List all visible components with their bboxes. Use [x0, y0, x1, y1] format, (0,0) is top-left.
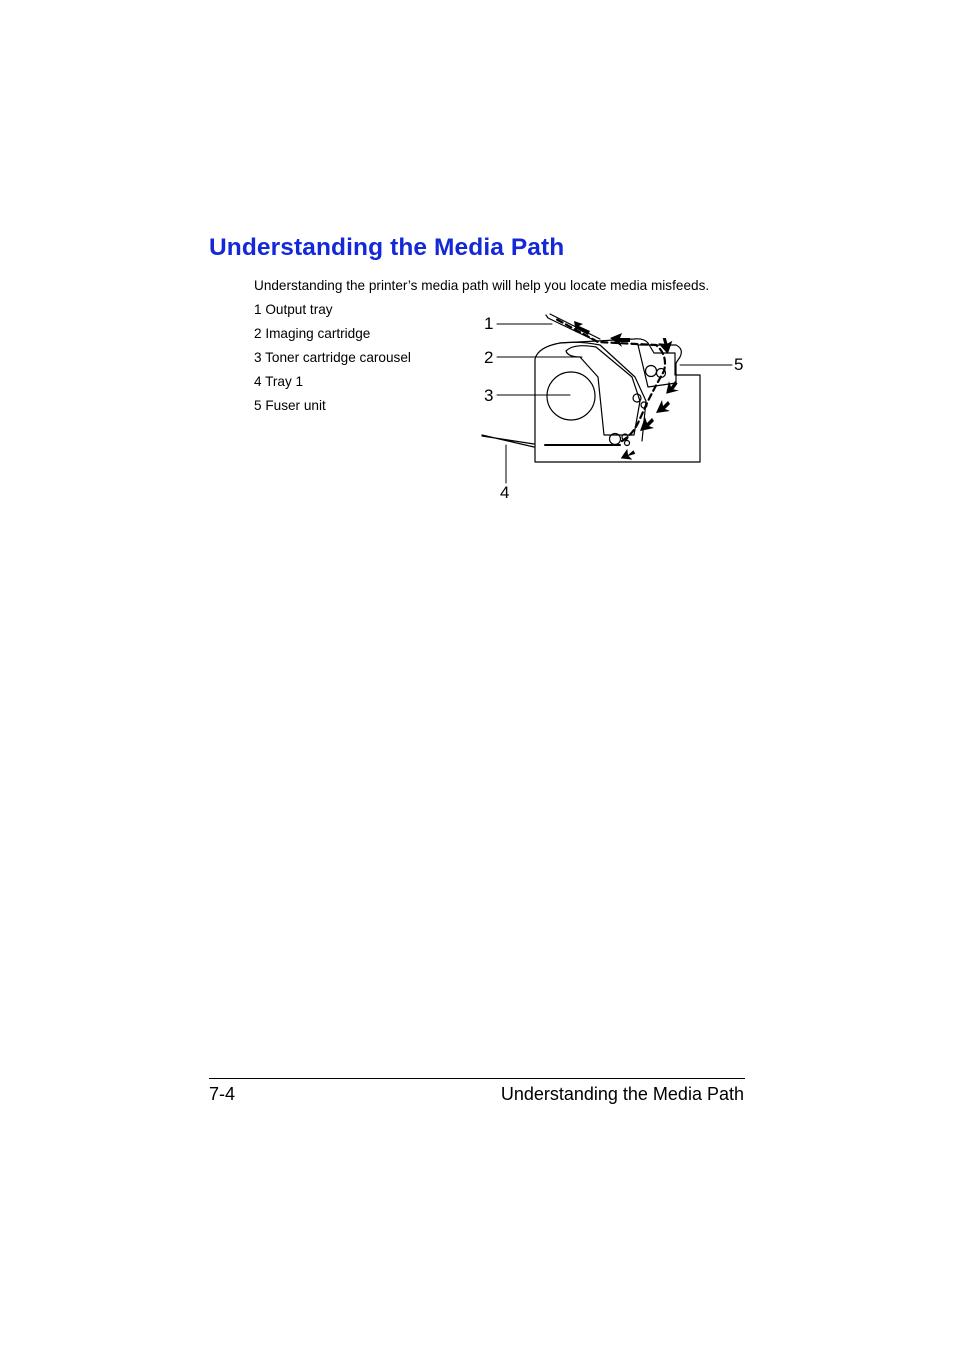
- callout-1: 1: [484, 314, 494, 333]
- callout-4: 4: [500, 483, 510, 502]
- toner-carousel: [547, 372, 595, 420]
- tray-1: [482, 435, 534, 447]
- arrow-icon: [618, 447, 637, 464]
- legend-item-fuser-unit: 5 Fuser unit: [254, 398, 326, 413]
- callout-3: 3: [484, 386, 494, 405]
- arrow-icon: [656, 400, 670, 413]
- legend-item-tray-1: 4 Tray 1: [254, 374, 304, 389]
- page-number: 7-4: [209, 1084, 236, 1104]
- feed-roller-tiny: [625, 441, 630, 446]
- media-path-diagram: [470, 305, 760, 505]
- arrow-icon: [610, 333, 630, 347]
- callout-2: 2: [484, 348, 494, 367]
- running-title: Understanding the Media Path: [500, 1084, 744, 1104]
- footer-rule: [209, 1078, 745, 1079]
- imaging-cartridge: [566, 346, 640, 435]
- arrow-icon: [664, 380, 679, 394]
- legend-item-imaging-cartridge: 2 Imaging cartridge: [254, 326, 371, 341]
- legend-item-toner-carousel: 3 Toner cartridge carousel: [254, 350, 411, 365]
- transfer-roller: [633, 394, 641, 402]
- diagram-legend: [254, 302, 411, 422]
- legend-item-output-tray: 1 Output tray: [254, 302, 333, 317]
- arrow-icon: [640, 417, 654, 431]
- section-title: Understanding the Media Path: [209, 234, 565, 261]
- callout-5: 5: [734, 355, 744, 374]
- fuser-roller-1: [646, 366, 657, 377]
- intro-paragraph: Understanding the printer’s media path will help you locate media misfeeds.: [254, 278, 710, 293]
- arrow-icon: [574, 321, 590, 335]
